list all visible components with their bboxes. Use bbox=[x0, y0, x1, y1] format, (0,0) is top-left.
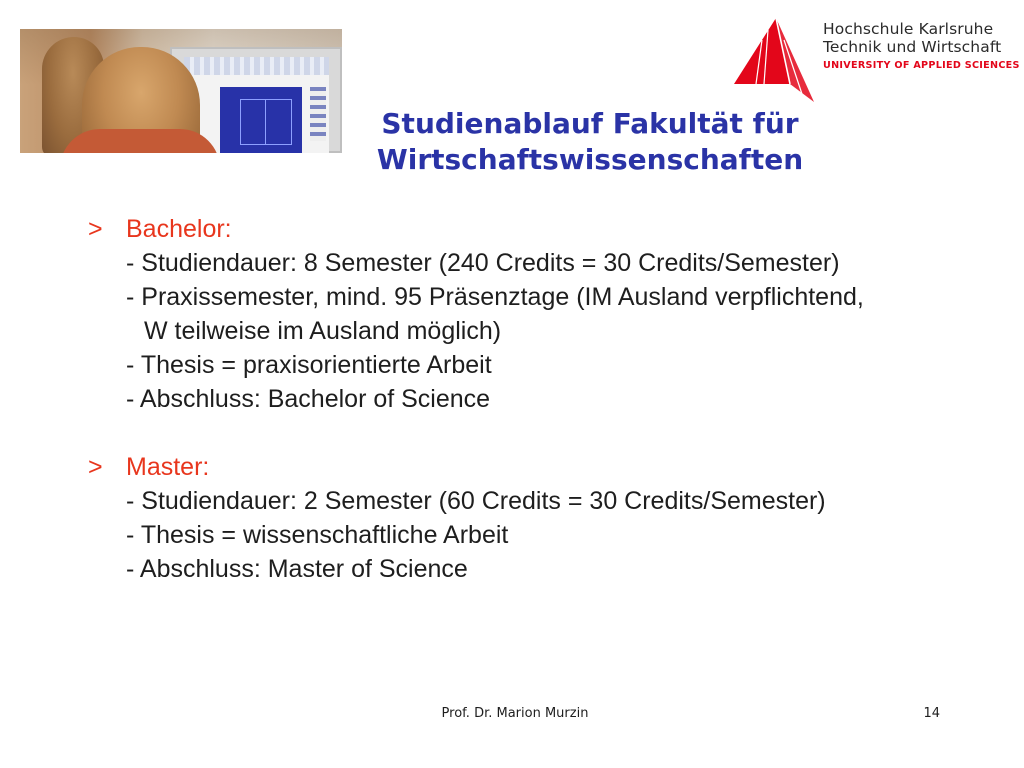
university-logo-text bbox=[823, 20, 1020, 72]
bullet-marker: > bbox=[88, 215, 103, 243]
slide-body bbox=[88, 212, 988, 586]
footer-author: Prof. Dr. Marion Murzin bbox=[441, 706, 589, 721]
section-heading-label: Master: bbox=[126, 453, 210, 481]
logo-triangle-left bbox=[734, 18, 790, 84]
master-section bbox=[88, 450, 988, 586]
bullet-marker: > bbox=[88, 453, 103, 481]
triangle-logo-icon bbox=[732, 16, 816, 104]
logo-name-line2: Technik und Wirtschaft bbox=[823, 38, 1002, 56]
section-heading bbox=[88, 212, 988, 246]
list-item: - Studiendauer: 8 Semester (240 Credits = 30 Credits/Semester) bbox=[126, 249, 840, 277]
screen-window-divider bbox=[265, 100, 266, 144]
section-heading bbox=[88, 450, 988, 484]
list-item: - Thesis = wissenschaftliche Arbeit bbox=[126, 521, 509, 549]
student-shoulder bbox=[60, 129, 220, 153]
logo-tagline: UNIVERSITY OF APPLIED SCIENCES bbox=[823, 60, 1020, 71]
screen-toolbar bbox=[184, 57, 329, 75]
list-item: - Praxissemester, mind. 95 Präsenztage (IM Ausland verpflichtend, bbox=[126, 283, 864, 311]
list-item-continuation: W teilweise im Ausland möglich) bbox=[144, 317, 502, 345]
classroom-photo bbox=[20, 29, 342, 153]
list-item: - Studiendauer: 2 Semester (60 Credits = 30 Credits/Semester) bbox=[126, 487, 826, 515]
list-item: - Abschluss: Master of Science bbox=[126, 555, 468, 583]
slide-title bbox=[320, 106, 860, 178]
list-item: - Thesis = praxisorientierte Arbeit bbox=[126, 351, 492, 379]
section-heading-label: Bachelor: bbox=[126, 215, 232, 243]
page-number: 14 bbox=[923, 706, 940, 721]
slide-title-line1: Studienablauf Fakultät für bbox=[381, 107, 799, 140]
screen-canvas bbox=[220, 87, 302, 153]
logo-name-line1: Hochschule Karlsruhe bbox=[823, 20, 994, 38]
slide-title-line2: Wirtschaftswissenschaften bbox=[376, 143, 804, 176]
bachelor-section bbox=[88, 212, 988, 416]
screen-window bbox=[240, 99, 292, 145]
list-item: - Abschluss: Bachelor of Science bbox=[126, 385, 491, 413]
